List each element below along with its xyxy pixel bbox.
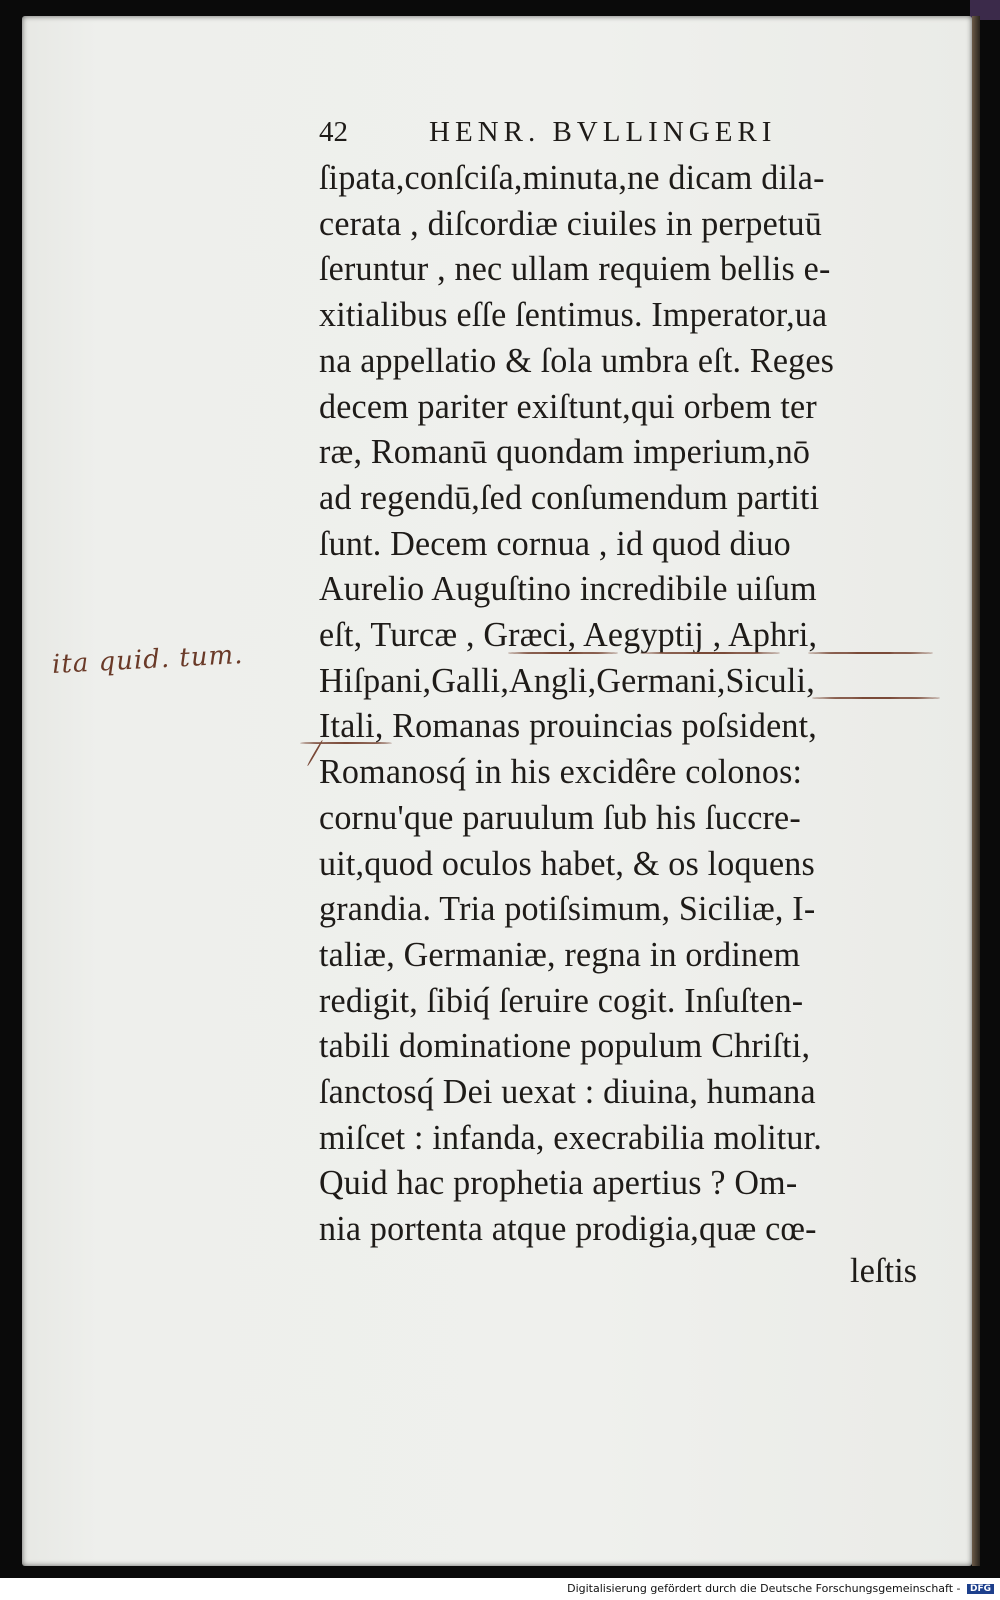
underline-aphri	[808, 652, 933, 654]
text-line: ræ, Romanū quondam imperium,nō	[319, 433, 811, 472]
text-line: Romanosq́ in his excidêre colonos:	[319, 753, 803, 792]
text-line: ſeruntur , nec ullam requiem bellis e-	[319, 250, 831, 289]
text-line: Itali, Romanas prouincias poſsident,	[319, 707, 817, 746]
text-line: xitialibus eſſe ſentimus. Imperator,ua	[319, 296, 828, 335]
text-line: nia portenta atque prodigia,quæ cœ-	[319, 1210, 817, 1249]
text-line: decem pariter exiſtunt,qui orbem ter	[319, 387, 817, 426]
text-line: ſanctosq́ Dei uexat : diuina, humana	[319, 1073, 816, 1111]
text-line: Quid hac prophetia apertius ? Om-	[319, 1164, 798, 1203]
underline-graeci	[508, 652, 618, 654]
underline-itali	[300, 742, 392, 744]
text-line: ſunt. Decem cornua , id quod diuo	[319, 524, 791, 563]
text-line: taliæ, Germaniæ, regna in ordinem	[319, 935, 801, 974]
underline-aegyptij	[640, 652, 780, 654]
text-line: cornu'que paruulum ſub his ſuccre-	[319, 798, 801, 837]
credit-text: Digitalisierung gefördert durch die Deutsche Forschungsgemeinschaft -	[567, 1582, 961, 1595]
text-line: ad regendū,ſed conſumendum partiti	[319, 478, 820, 517]
page-edge	[972, 16, 980, 1566]
text-line: uit,quod oculos habet, & os loquens	[319, 844, 815, 883]
running-head-title: HENR. BVLLINGERI	[429, 116, 777, 148]
text-line: redigit, ſibiq́ ſeruire cogit. Inſuſten-	[319, 981, 804, 1020]
text-line: na appellatio & ſola umbra eſt. Reges	[319, 341, 835, 380]
text-line: Hiſpani,Galli,Angli,Germani,Siculi,	[319, 661, 815, 700]
dfg-logo: DFG	[967, 1584, 994, 1594]
digitization-credit	[567, 1582, 994, 1595]
text-line: ſipata,conſciſa,minuta,ne dicam dila-	[319, 159, 825, 197]
page-number: 42	[319, 116, 348, 148]
text-line: tabili dominatione populum Chriſti,	[319, 1027, 811, 1066]
text-line: cerata , diſcordiæ ciuiles in perpetuū	[319, 204, 823, 243]
text-line: Aurelio Auguſtino incredibile uiſum	[319, 570, 817, 609]
running-header	[319, 116, 939, 156]
underline-siculi	[812, 697, 940, 699]
text-line: eſt, Turcæ , Græci, Aegyptij , Aphri,	[319, 616, 818, 654]
text-line: grandia. Tria potiſsimum, Siciliæ, I-	[319, 890, 816, 929]
marginal-annotation: ita quid. tum.	[51, 640, 245, 680]
catchword: leſtis	[850, 1252, 918, 1290]
text-line: miſcet : infanda, execrabilia molitur.	[319, 1118, 823, 1157]
